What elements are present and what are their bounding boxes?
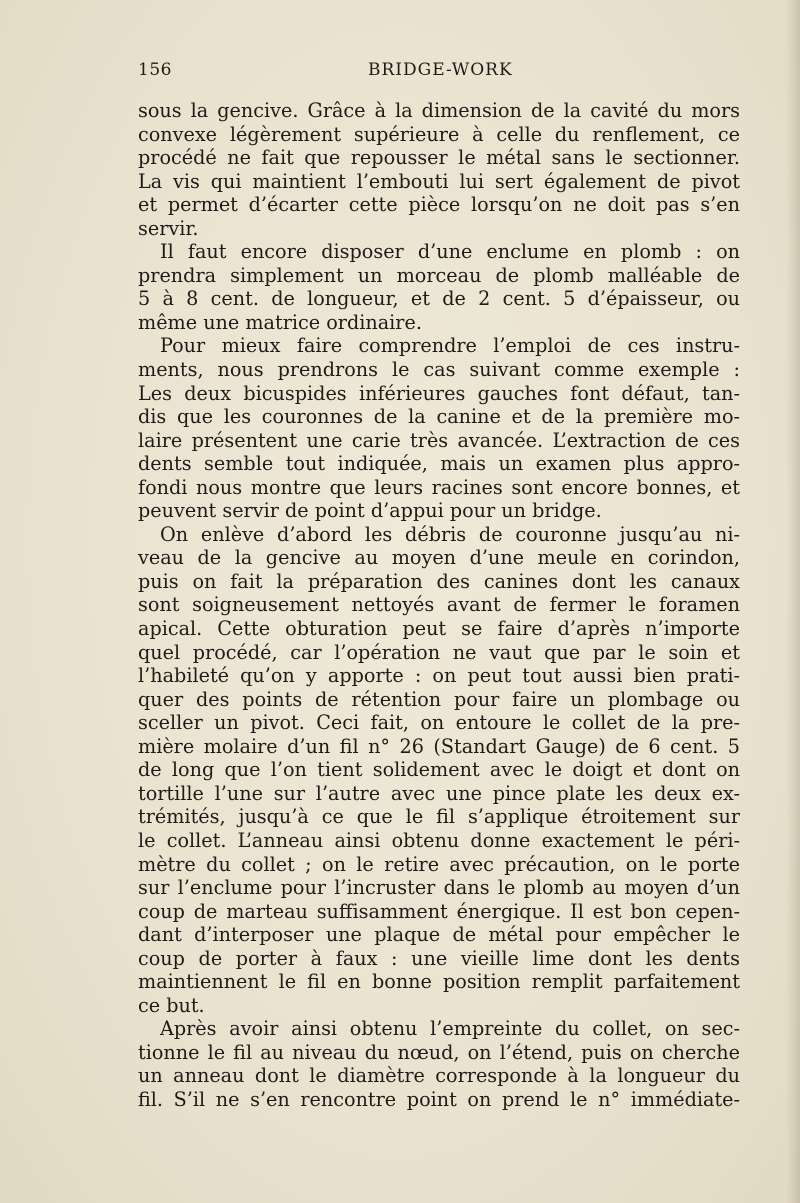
text-line: Pour mieux faire comprendre l’emploi de ces instru- [160, 334, 740, 358]
text-line: l’habileté qu’on y apporte : on peut tout aussi bien prati- [138, 664, 740, 688]
text-line: mètre du collet ; on le retire avec précaution, on le porte [138, 852, 740, 876]
text-line: Les deux bicuspides inférieures gauches font défaut, tan- [138, 381, 740, 405]
text-line: trémités, jusqu’à ce que le fil s’applique étroitement sur [138, 805, 740, 829]
text-line: Il faut encore disposer d’une enclume en plomb : on [160, 240, 740, 264]
text-line: le collet. L’anneau ainsi obtenu donne exactement le péri- [138, 828, 740, 852]
text-line: sous la gencive. Grâce à la dimension de la cavité du mors [138, 99, 740, 122]
running-title: BRIDGE-WORK [368, 60, 513, 80]
text-line: sceller un pivot. Ceci fait, on entoure le collet de la pre- [138, 711, 740, 735]
text-line: dis que les couronnes de la canine et de la première mo- [138, 405, 740, 429]
text-line: un anneau dont le diamètre corresponde à la longueur du [138, 1064, 740, 1088]
text-line: puis on fait la préparation des canines dont les canaux [138, 569, 740, 593]
text-line: laire présentent une carie très avancée. L’extraction de ces [138, 428, 740, 452]
text-line: quer des points de rétention pour faire un plombage ou [138, 687, 740, 711]
text-line: 5 à 8 cent. de longueur, et de 2 cent. 5 d’épaisseur, ou [138, 287, 740, 311]
text-line: dents semble tout indiquée, mais un examen plus appro- [138, 452, 740, 476]
text-line: On enlève d’abord les débris de couronne jusqu’au ni- [160, 522, 740, 546]
page-number: 156 [138, 60, 172, 80]
text-line: procédé ne fait que repousser le métal sans le sectionner. [138, 146, 740, 170]
text-line: sur l’enclume pour l’incruster dans le plomb au moyen d’un [138, 876, 740, 900]
text-line: fil. S’il ne s’en rencontre point on prend le n° immédiate- [138, 1087, 740, 1111]
text-line: veau de la gencive au moyen d’une meule en corindon, [138, 546, 740, 570]
text-line: dant d’interposer une plaque de métal pour empêcher le [138, 923, 740, 947]
text-line: fondi nous montre que leurs racines sont encore bonnes, et [138, 475, 740, 499]
text-line: sont soigneusement nettoyés avant de fermer le foramen [138, 593, 740, 617]
text-line: convexe légèrement supérieure à celle du renflement, ce [138, 122, 740, 146]
text-line: apical. Cette obturation peut se faire d’après n’importe [138, 617, 740, 641]
text-line: quel procédé, car l’opération ne vaut que par le soin et [138, 640, 740, 664]
text-line: servir. [138, 216, 199, 240]
text-line: tionne le fil au niveau du nœud, on l’étend, puis on cherche [138, 1040, 740, 1064]
text-line: coup de marteau suffisamment énergique. Il est bon cepen- [138, 899, 740, 923]
text-line: même une matrice ordinaire. [138, 310, 422, 334]
text-line: prendra simplement un morceau de plomb malléable de [138, 263, 740, 287]
text-line: et permet d’écarter cette pièce lorsqu’on ne doit pas s’en [138, 193, 740, 217]
text-line: maintiennent le fil en bonne position remplit parfaitement [138, 970, 740, 994]
body-text [138, 99, 740, 1112]
text-line: de long que l’on tient solidement avec le doigt et dont on [138, 758, 740, 782]
text-line: coup de porter à faux : une vieille lime dont les dents [138, 946, 740, 970]
text-line: La vis qui maintient l’embouti lui sert également de pivot [138, 169, 740, 193]
text-line: Après avoir ainsi obtenu l’empreinte du collet, on sec- [160, 1017, 740, 1041]
text-line: peuvent servir de point d’appui pour un bridge. [138, 499, 602, 523]
page-edge-shadow [786, 0, 800, 1203]
running-head [138, 60, 738, 86]
text-line: ments, nous prendrons le cas suivant comme exemple : [138, 358, 740, 382]
text-line: tortille l’une sur l’autre avec une pince plate les deux ex- [138, 781, 740, 805]
text-line: mière molaire d’un fil n° 26 (Standart Gauge) de 6 cent. 5 [138, 734, 740, 758]
text-line: ce but. [138, 993, 205, 1017]
